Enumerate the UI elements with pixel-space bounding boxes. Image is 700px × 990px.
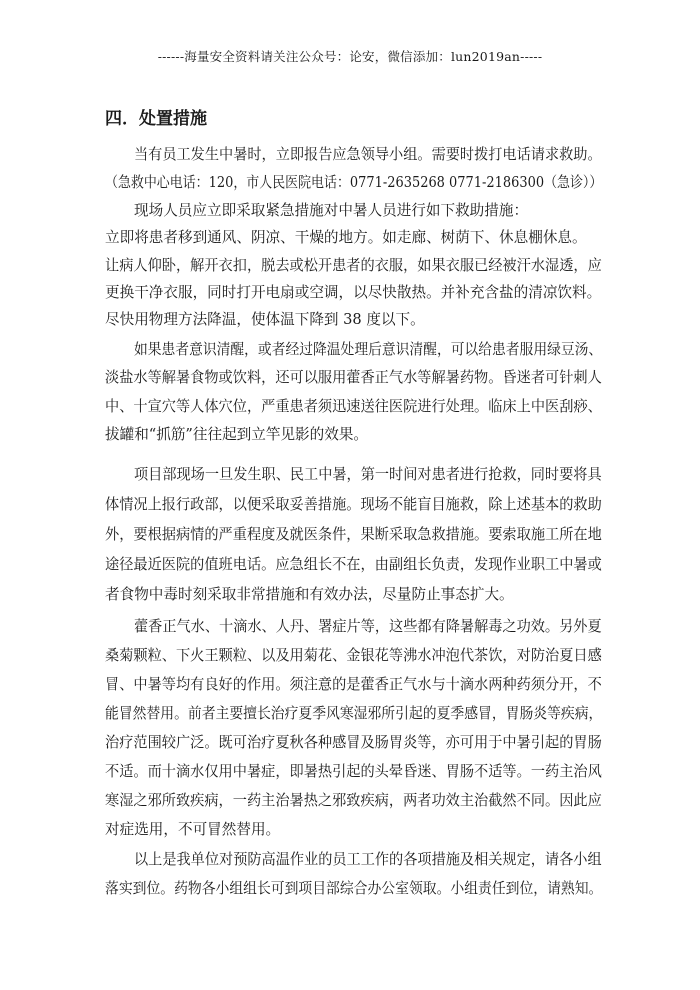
- text-line: （急救中心电话：120，市人民医院电话：0771-2635268 0771-2186300（急诊））: [105, 174, 603, 191]
- text-line: 当有员工发生中暑时，立即报告应急领导小组。需要时拨打电话请求救助。: [134, 146, 602, 163]
- watermark-header: ------海量安全资料请关注公众号：论安，微信添加：lun2019an-----: [157, 49, 543, 64]
- text-line: 立即将患者移到通风、阴凉、干燥的地方。如走廊、树荫下、休息棚休息。: [105, 229, 587, 246]
- text-line: 途径最近医院的值班电话。应急组长不在，由副组长负责，发现作业职工中暑或: [105, 556, 602, 573]
- text-line: 尽快用物理方法降温，使体温下降到 38 度以下。: [105, 311, 425, 328]
- text-line: 治疗范围较广泛。既可治疗夏秋各种感冒及肠胃炎等，亦可用于中暑引起的胃肠: [105, 734, 602, 751]
- text-line: 者食物中毒时刻采取非常措施和有效办法，尽量防止事态扩大。: [105, 586, 514, 603]
- text-line: 现场人员应立即采取紧急措施对中暑人员进行如下救助措施：: [134, 202, 529, 219]
- text-line: 以上是我单位对预防高温作业的员工工作的各项措施及相关规定，请各小组: [134, 851, 602, 868]
- text-line: 不适。而十滴水仅用中暑症，即暑热引起的头晕昏迷、胃肠不适等。一药主治风: [105, 763, 602, 780]
- text-line: 中、十宣穴等人体穴位，严重患者须迅速送往医院进行处理。临床上中医刮痧、: [105, 398, 602, 415]
- text-line: 落实到位。药物各小组组长可到项目部综合办公室领取。小组责任到位，请熟知。: [105, 880, 603, 897]
- text-line: 淡盐水等解暑食物或饮料，还可以服用藿香正气水等解暑药物。昏迷者可针刺人: [105, 369, 602, 386]
- text-line: 更换干净衣服，同时打开电扇或空调，以尽快散热。并补充含盐的清凉饮料。: [105, 284, 602, 301]
- section-title: 四．处置措施: [105, 109, 207, 129]
- text-line: 外，要根据病情的严重程度及就医条件，果断采取急救措施。要索取施工所在地: [105, 526, 602, 543]
- text-line: 体情况上报行政部，以便采取妥善措施。现场不能盲目施救，除上述基本的救助: [105, 496, 602, 513]
- text-line: 项目部现场一旦发生职、民工中暑，第一时间对患者进行抢救，同时要将具: [134, 466, 602, 483]
- text-line: 冒、中暑等均有良好的作用。须注意的是藿香正气水与十滴水两种药须分开，不: [105, 676, 602, 693]
- text-line: 能冒然替用。前者主要擅长治疗夏季风寒湿邪所引起的夏季感冒，胃肠炎等疾病，: [105, 705, 603, 722]
- text-line: 寒湿之邪所致疾病，一药主治暑热之邪致疾病，两者功效主治截然不同。因此应: [105, 792, 602, 809]
- text-line: 拔罐和“抓筋”往往起到立竿见影的效果。: [105, 426, 369, 443]
- text-line: 如果患者意识清醒，或者经过降温处理后意识清醒，可以给患者服用绿豆汤、: [134, 341, 603, 358]
- text-line: 桑菊颗粒、下火王颗粒、以及用菊花、金银花等沸水冲泡代茶饮，对防治夏日感: [105, 647, 602, 664]
- text-line: 对症选用，不可冒然替用。: [105, 821, 281, 838]
- text-line: 让病人仰卧，解开衣扣，脱去或松开患者的衣服，如果衣服已经被汗水湿透，应: [105, 257, 602, 274]
- text-line: 藿香正气水、十滴水、人丹、署症片等，这些都有降暑解毒之功效。另外夏: [134, 618, 602, 635]
